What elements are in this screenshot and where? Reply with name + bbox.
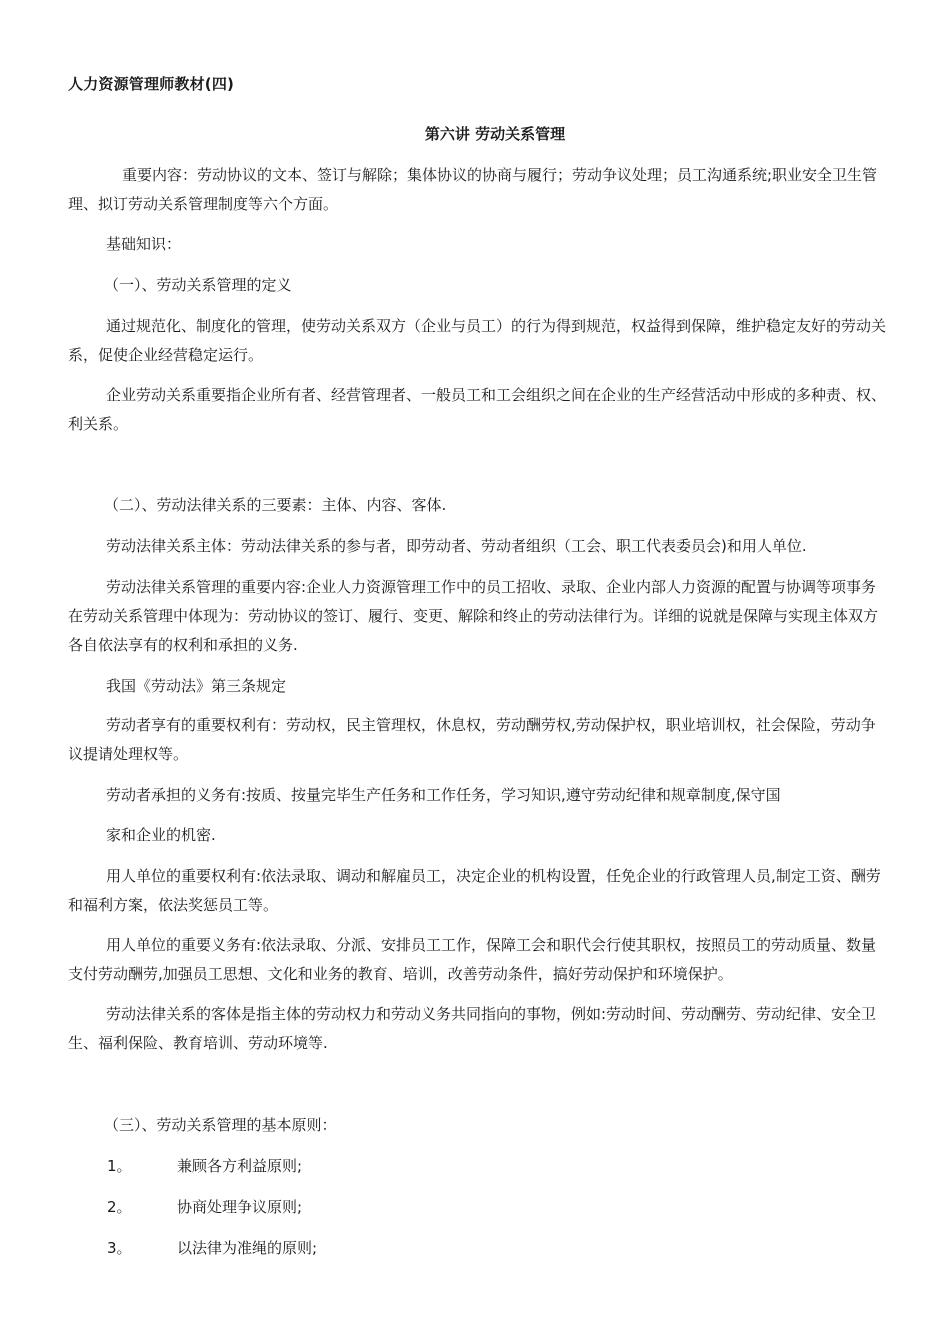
principle-text: 兼顾各方利益原则;	[177, 1157, 303, 1175]
principle-text: 以法律为准绳的原则;	[177, 1239, 318, 1257]
section2-paragraph-7: 用人单位的重要义务有:依法录取、分派、安排员工工作，保障工会和职代会行使其职权，按照员工的劳动质量、数量支付劳动酬劳,加强员工思想、文化和业务的教育、培训，改善劳动条件，搞好劳动保护和环境保护。	[68, 936, 877, 983]
section2-paragraph-2: 劳动法律关系管理的重要内容:企业人力资源管理工作中的员工招收、录取、企业内部人力资源的配置与协调等项事务在劳动关系管理中体现为：劳动协议的签订、履行、变更、解除和终止的劳动法律行为。详细的说就是保障与实现主体双方各自依法享有的权利和承担的义务.	[68, 578, 879, 654]
section2-paragraph-1: 劳动法律关系主体：劳动法律关系的参与者，即劳动者、劳动者组织（工会、职工代表委员会)和用人单位.	[106, 537, 807, 555]
principle-item-3	[107, 1234, 317, 1263]
section2-paragraph-6: 用人单位的重要权利有:依法录取、调动和解雇员工，决定企业的机构设置，任免企业的行政管理人员,制定工资、酬劳和福利方案，依法奖惩员工等。	[68, 867, 881, 914]
principle-number: 1。	[107, 1157, 132, 1175]
section2-paragraph-8: 劳动法律关系的客体是指主体的劳动权力和劳动义务共同指向的事物，例如:劳动时间、劳动酬劳、劳动纪律、安全卫生、福利保险、教育培训、劳动环境等.	[68, 1005, 877, 1052]
section2-paragraph-3: 我国《劳动法》第三条规定	[106, 677, 287, 695]
document-title: 人力资源管理师教材(四)	[68, 75, 235, 93]
section1-heading: （一）、劳动关系管理的定义	[104, 276, 292, 294]
section2-paragraph-5a: 劳动者承担的义务有:按质、按量完毕生产任务和工作任务，学习知识,遵守劳动纪律和规章制度,保守国	[106, 786, 781, 804]
principle-item-2	[107, 1193, 302, 1222]
section3-heading: （三）、劳动关系管理的基本原则：	[104, 1116, 337, 1134]
principle-number: 2。	[107, 1198, 132, 1216]
principle-number: 3。	[107, 1239, 132, 1257]
principle-text: 协商处理争议原则;	[177, 1198, 303, 1216]
chapter-title: 第六讲 劳动关系管理	[424, 125, 566, 143]
intro-paragraph: 重要内容：劳动协议的文本、签订与解除；集体协议的协商与履行；劳动争议处理；员工沟通系统;职业安全卫生管理、拟订劳动关系管理制度等六个方面。	[68, 166, 878, 213]
basics-label: 基础知识：	[106, 235, 182, 253]
principle-item-1	[107, 1152, 302, 1181]
section2-heading: （二）、劳动法律关系的三要素：主体、内容、客体.	[104, 496, 447, 514]
section1-paragraph-1: 通过规范化、制度化的管理，使劳动关系双方（企业与员工）的行为得到规范，权益得到保障，维护稳定友好的劳动关系，促使企业经营稳定运行。	[68, 317, 887, 364]
section1-paragraph-2: 企业劳动关系重要指企业所有者、经营管理者、一般员工和工会组织之间在企业的生产经营活动中形成的多种责、权、利关系。	[68, 386, 887, 433]
section2-paragraph-4: 劳动者享有的重要权利有：劳动权，民主管理权，休息权，劳动酬劳权,劳动保护权，职业培训权，社会保险，劳动争议提请处理权等。	[68, 716, 876, 763]
section2-paragraph-5b: 家和企业的机密.	[106, 826, 216, 844]
